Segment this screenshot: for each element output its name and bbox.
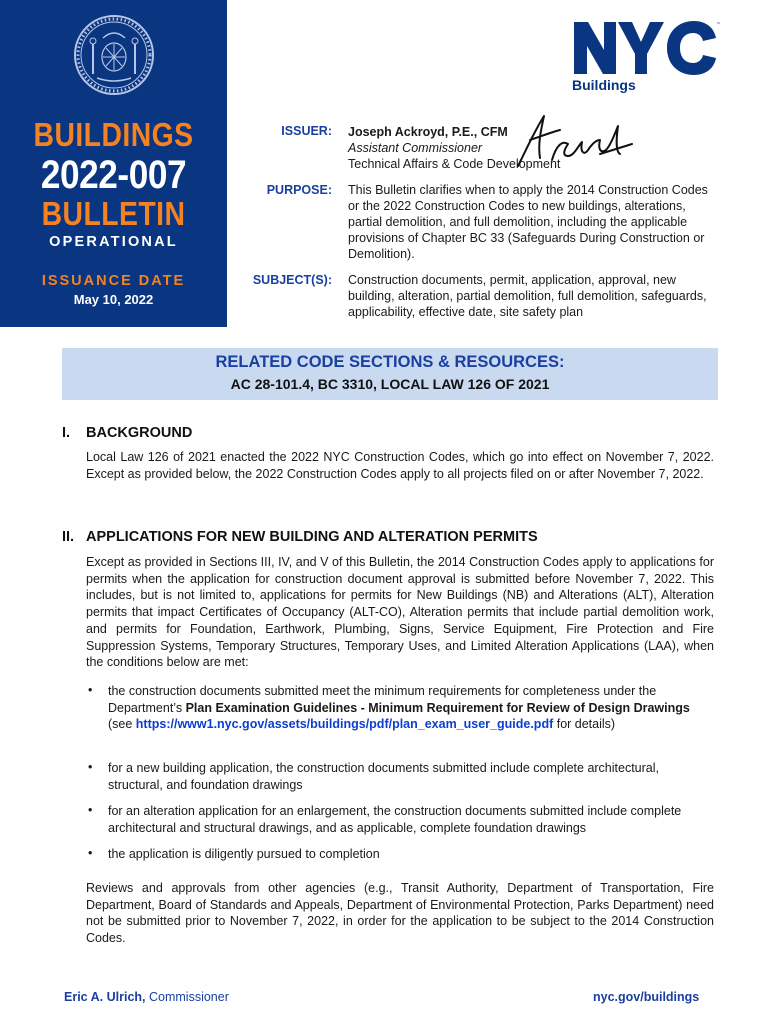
- nyc-seal-icon: [73, 14, 155, 96]
- bulletin-banner: [0, 0, 227, 327]
- purpose-text: This Bulletin clarifies when to apply the 2014 Construction Codes or the 2022 Construction Codes to new buildings, alterations, partial demolition, and full demolition, including the applicable provisions of Chapter BC 33 (Safeguards During Construction or Demolition).: [348, 183, 708, 261]
- plan-exam-guidelines-title: Plan Examination Guidelines - Minimum Requirement for Review of Design Drawings: [185, 700, 690, 715]
- banner-bulletin: BULLETIN: [41, 195, 186, 232]
- issuer-label: ISSUER:: [281, 124, 332, 138]
- bulletin-number: 2022-007: [40, 153, 187, 197]
- related-title: RELATED CODE SECTIONS & RESOURCES:: [215, 353, 565, 371]
- issuer-name: Joseph Ackroyd, P.E., CFM: [348, 125, 508, 139]
- purpose-label: PURPOSE:: [266, 183, 332, 197]
- section-1-paragraph: Local Law 126 of 2021 enacted the 2022 NYC Construction Codes, which go into effect on November 7, 2022. Except as provided below, the 2022 Construction Codes apply to all projects filed on or after November 7, 2022.: [86, 450, 714, 481]
- section-1-number: I.: [62, 425, 71, 441]
- footer-website-link[interactable]: nyc.gov/buildings: [593, 990, 700, 1004]
- bullet-item-3: for an alteration application for an enlargement, the construction documents submitted include complete architectural and structural drawings, and as applicable, complete foundation drawings: [108, 804, 682, 835]
- signature-image: [500, 110, 640, 170]
- section-2-paragraph-2: Reviews and approvals from other agencies (e.g., Transit Authority, Department of Transportation, Fire Department, Board of Standards and Appeals, Department of Environmental Protection, Parks Department) need not be submitted prior to November 7, 2022, in order for the application to be subject to the 2014 Construction Codes.: [86, 881, 714, 946]
- bullet-dot: •: [88, 846, 93, 860]
- bullet-item-2: for a new building application, the construction documents submitted include complete architectural, structural, and foundation drawings: [108, 761, 660, 792]
- banner-operational: OPERATIONAL: [49, 234, 178, 250]
- nyc-logo-icon: [572, 20, 720, 76]
- svg-text:™: ™: [716, 22, 721, 28]
- bullet-dot: •: [88, 803, 93, 817]
- subject-label: SUBJECT(S):: [252, 273, 332, 287]
- commissioner-role: Commissioner: [145, 990, 229, 1004]
- section-2-number: II.: [62, 529, 75, 545]
- plan-exam-guide-link[interactable]: https://www1.nyc.gov/assets/buildings/pdf/plan_exam_user_guide.pdf: [135, 717, 554, 732]
- bullet-1-text-a: the construction documents submitted meet the minimum requirements for completeness under the Department’s: [108, 684, 657, 715]
- bullet-dot: •: [88, 683, 93, 697]
- bullet-item-1: [108, 683, 714, 733]
- issuer-title: Assistant Commissioner: [348, 141, 483, 155]
- section-1-title: BACKGROUND: [86, 425, 193, 441]
- bullet-1-text-c: for details): [553, 717, 616, 732]
- footer-commissioner: [64, 990, 229, 1004]
- subject-text: Construction documents, permit, application, approval, new building, alteration, partial demolition, full demolition, safeguards, applicability, effective date, site safety plan: [348, 273, 707, 319]
- issuer-department: Technical Affairs & Code Development: [348, 157, 561, 171]
- related-code-box: [62, 348, 718, 400]
- issuance-date-label: ISSUANCE DATE: [41, 273, 186, 289]
- bullet-1-text-b: (see: [108, 717, 136, 732]
- section-2-title: APPLICATIONS FOR NEW BUILDING AND ALTERATION PERMITS: [86, 529, 538, 545]
- bullet-item-4: the application is diligently pursued to completion: [108, 847, 380, 861]
- issuance-date: May 10, 2022: [73, 292, 154, 307]
- banner-buildings: BUILDINGS: [33, 116, 194, 153]
- related-sections: AC 28-101.4, BC 3310, LOCAL LAW 126 OF 2021: [230, 376, 550, 392]
- commissioner-name: Eric A. Ulrich,: [64, 990, 146, 1004]
- logo-buildings-label: Buildings: [572, 77, 636, 93]
- bullet-dot: •: [88, 760, 93, 774]
- section-2-paragraph: Except as provided in Sections III, IV, and V of this Bulletin, the 2014 Construction Codes apply to applications for permits when the application for construction document approval is submitted before November 7, 2022. This includes, but is not limited to, applications for permits for New Buildings (NB) and Alterations (ALT), Alteration permits that impact Certificates of Occupancy (ALT-CO), Alteration permits that include partial demolition work, and permits for Foundation, Earthwork, Plumbing, Signs, Service Equipment, Fire Protection and Fire Suppression Systems, Temporary Structures, Temporary Uses, and Limited Alteration Applications (LAA), when the conditions below are met:: [86, 555, 714, 670]
